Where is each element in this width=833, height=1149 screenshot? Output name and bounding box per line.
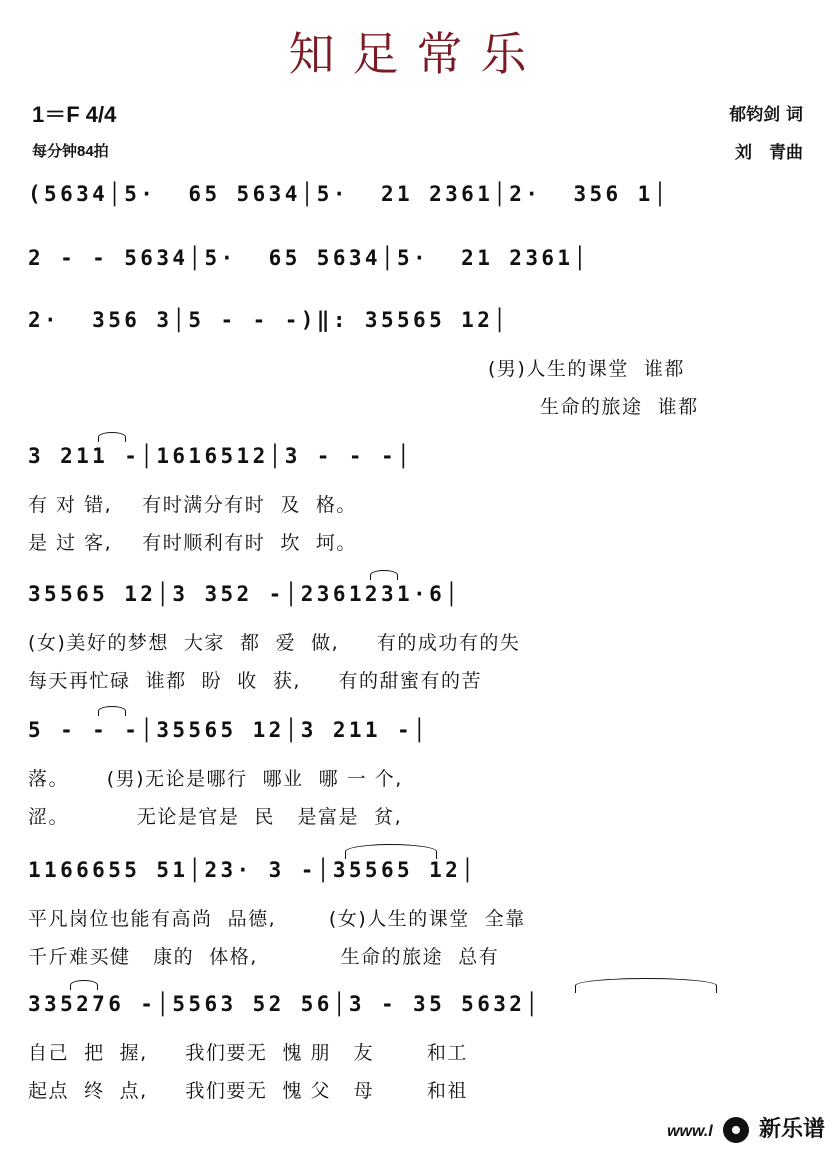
slur-mark bbox=[98, 706, 126, 716]
lyric-line: 千斤难买健 康的 体格, 生命的旅途 总有 bbox=[28, 946, 500, 968]
lyric-line: (男)人生的课堂 谁都 bbox=[488, 358, 685, 380]
notation-line: 2· 356 3│5 - - -)‖: 35565 12│ bbox=[28, 308, 510, 332]
lyric-line: (女)美好的梦想 大家 都 爱 做, 有的成功有的失 bbox=[28, 632, 521, 654]
lyric-line: 起点 终 点, 我们要无 愧 父 母 和祖 bbox=[28, 1080, 468, 1102]
lyric-line: 是 过 客, 有时顺利有时 坎 坷。 bbox=[28, 532, 357, 554]
slur-mark bbox=[370, 570, 398, 580]
notation-line: 2 - - 5634│5· 65 5634│5· 21 2361│ bbox=[28, 246, 590, 270]
lyric-line: 平凡岗位也能有高尚 品德, (女)人生的课堂 全靠 bbox=[28, 908, 526, 930]
notation-line: 3 211 -│1616512│3 - - -│ bbox=[28, 444, 414, 468]
notation-line: 1166655 51│23· 3 -│35565 12│ bbox=[28, 858, 478, 882]
watermark-brand: 新乐谱 bbox=[758, 1115, 825, 1141]
key-signature: 1＝F 4/4 bbox=[32, 102, 117, 127]
lyric-line: 落。 (男)无论是哪行 哪业 哪 一 个, bbox=[28, 768, 403, 790]
lyricist-credit: 郁钧剑 词 bbox=[729, 105, 803, 125]
song-title: 知足常乐 bbox=[288, 27, 545, 81]
watermark-logo bbox=[667, 1112, 825, 1143]
lyric-line: 每天再忙碌 谁都 盼 收 获, 有的甜蜜有的苦 bbox=[28, 670, 483, 692]
slur-mark bbox=[345, 844, 437, 859]
lyric-line: 自己 把 握, 我们要无 愧 朋 友 和工 bbox=[28, 1042, 468, 1064]
notation-line: 35565 12│3 352 -│2361231·6│ bbox=[28, 582, 462, 606]
watermark-url: www.l bbox=[667, 1122, 713, 1140]
notation-line: 335276 -│5563 52 56│3 - 35 5632│ bbox=[28, 992, 542, 1016]
slur-mark bbox=[70, 980, 98, 990]
slur-mark bbox=[98, 432, 126, 442]
notation-line: (5634│5· 65 5634│5· 21 2361│2· 356 1│ bbox=[28, 182, 670, 206]
tempo-marking: 每分钟84拍 bbox=[32, 143, 109, 160]
disc-icon bbox=[723, 1117, 749, 1143]
lyric-line: 生命的旅途 谁都 bbox=[540, 396, 699, 418]
slur-mark bbox=[575, 978, 717, 993]
lyric-line: 有 对 错, 有时满分有时 及 格。 bbox=[28, 494, 357, 516]
notation-line: 5 - - -│35565 12│3 211 -│ bbox=[28, 718, 430, 742]
lyric-line: 涩。 无论是官是 民 是富是 贫, bbox=[28, 806, 403, 828]
composer-credit: 刘 青曲 bbox=[735, 143, 803, 163]
